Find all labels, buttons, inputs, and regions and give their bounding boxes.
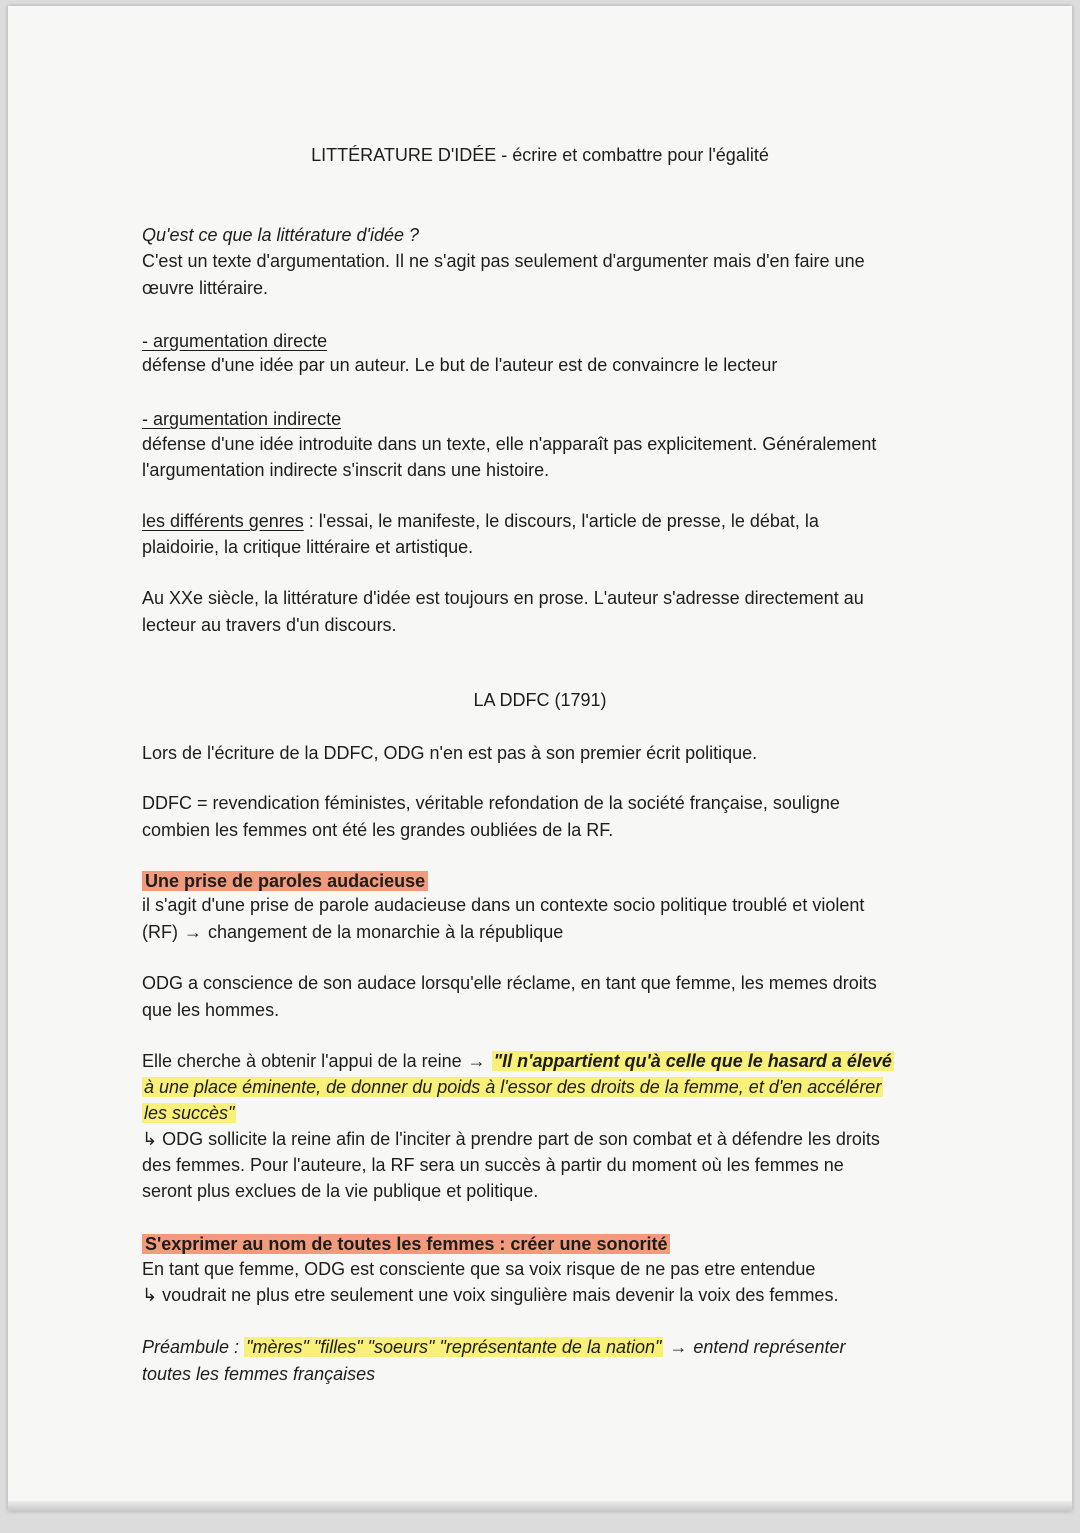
reine-line-5: des femmes. Pour l'auteure, la RF sera un succès à partir du moment où les femmes ne [142, 1155, 844, 1175]
rf-abbrev: (RF) [142, 922, 178, 942]
preambule-rest: entend représenter [693, 1337, 846, 1357]
preambule-label: Préambule : [142, 1337, 245, 1357]
sonorite-line-1: En tant que femme, ODG est consciente que sa voix risque de ne pas etre entendue [142, 1259, 816, 1279]
preambule-line-2: toutes les femmes françaises [142, 1364, 376, 1384]
direct-line-1: défense d'une idée par un auteur. Le but de l'auteur est de convaincre le lecteur [142, 355, 778, 375]
right-arrow-icon: → [669, 1337, 688, 1357]
sonorite-text: voudrait ne plus etre seulement une voix singulière mais devenir la voix des femmes. [162, 1285, 839, 1305]
document-page [8, 6, 1072, 1511]
reine-line-3 [142, 1100, 972, 1127]
direct-heading-text: - argumentation directe [142, 331, 328, 351]
page-title: LITTÉRATURE D'IDÉE - écrire et combattre pour l'égalité [311, 145, 769, 165]
right-arrow-icon: → [467, 1051, 486, 1071]
monarchie-text: changement de la monarchie à la république [207, 922, 564, 942]
ddfc-paragraph-2-line-2: combien les femmes ont été les grandes oubliées de la RF. [142, 820, 614, 840]
reine-line-1 [142, 1048, 972, 1075]
preambule-quotes: "mères" "filles" "soeurs" "représentante de la nation" [246, 1337, 662, 1357]
reine-quote-part-3: les succès" [144, 1103, 235, 1123]
audacieuse-line-2 [142, 919, 972, 946]
intro-line-1: C'est un texte d'argumentation. Il ne s'agit pas seulement d'argumenter mais d'en faire une [142, 251, 865, 271]
genres-line-2: plaidoirie, la critique littéraire et artistique. [142, 537, 474, 557]
section-heading-audacieuse-text: Une prise de paroles audacieuse [142, 871, 428, 891]
preambule-line-1 [142, 1334, 972, 1361]
page-bottom-edge [8, 1501, 1072, 1511]
sub-arrow-icon: ↳ [142, 1285, 158, 1305]
genres-line-1 [142, 508, 972, 535]
sub-arrow-icon: ↳ [142, 1129, 158, 1149]
sonorite-line-2 [142, 1282, 972, 1309]
odg-paragraph-line-1: ODG a conscience de son audace lorsqu'elle réclame, en tant que femme, les memes droits [142, 973, 877, 993]
reine-line-6: seront plus exclues de la vie publique et politique. [142, 1181, 539, 1201]
genres-label: les différents genres [142, 511, 304, 531]
ddfc-paragraph-1: Lors de l'écriture de la DDFC, ODG n'en est pas à son premier écrit politique. [142, 743, 758, 763]
section-heading-sonorite [142, 1231, 972, 1258]
indirect-heading-text: - argumentation indirecte [142, 409, 342, 429]
ddfc-title: LA DDFC (1791) [473, 690, 607, 710]
ddfc-paragraph-2-line-1: DDFC = revendication féministes, véritable refondation de la société française, souligne [142, 793, 840, 813]
genres-list: : l'essai, le manifeste, le discours, l'article de presse, le débat, la [303, 511, 819, 531]
direct-heading [142, 328, 972, 355]
reine-explanation: ODG sollicite la reine afin de l'inciter à prendre part de son combat et à défendre les droits [162, 1129, 880, 1149]
audacieuse-line-1: il s'agit d'une prise de parole audacieuse dans un contexte socio politique troublé et violent [142, 895, 865, 915]
right-arrow-icon: → [183, 922, 202, 942]
indirect-line-1: défense d'une idée introduite dans un texte, elle n'apparaît pas explicitement. Généralement [142, 434, 877, 454]
xxe-line-1: Au XXe siècle, la littérature d'idée est toujours en prose. L'auteur s'adresse directement au [142, 588, 864, 608]
intro-line-2: œuvre littéraire. [142, 278, 269, 298]
intro-question: Qu'est ce que la littérature d'idée ? [142, 225, 420, 245]
reine-line-4 [142, 1126, 972, 1153]
odg-paragraph-line-2: que les hommes. [142, 1000, 280, 1020]
xxe-line-2: lecteur au travers d'un discours. [142, 615, 397, 635]
reine-quote-part-2: à une place éminente, de donner du poids à l'essor des droits de la femme, et d'en accélérer [144, 1077, 882, 1097]
reine-line-2 [142, 1074, 972, 1101]
reine-quote-part-1: "Il n'appartient qu'à celle que le hasard a élevé [493, 1051, 892, 1071]
indirect-line-2: l'argumentation indirecte s'inscrit dans une histoire. [142, 460, 550, 480]
section-heading-sonorite-text: S'exprimer au nom de toutes les femmes : créer une sonorité [142, 1234, 670, 1254]
section-heading-audacieuse [142, 868, 972, 895]
indirect-heading [142, 406, 972, 433]
reine-intro: Elle cherche à obtenir l'appui de la reine [142, 1051, 462, 1071]
